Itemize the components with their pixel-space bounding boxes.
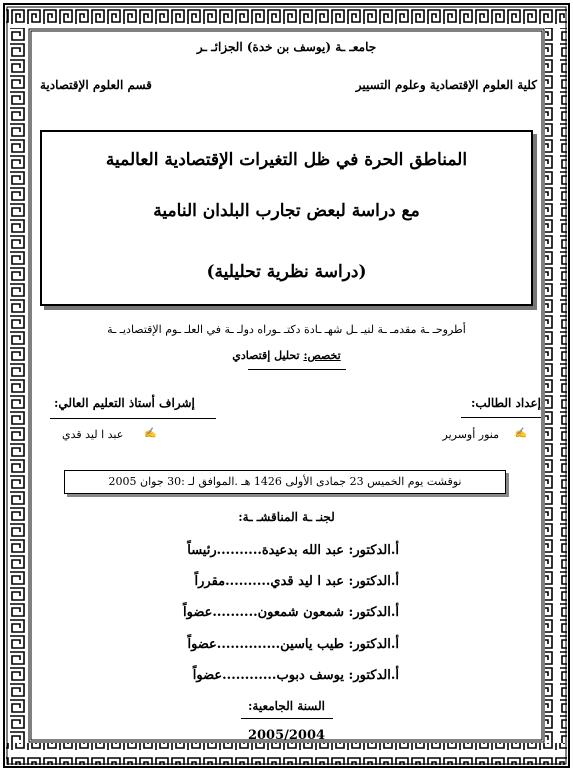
committee-member: أ.الدكتور: عبد الله بدعيدة..........رئيساً	[187, 543, 399, 558]
academic-year-underline	[241, 718, 333, 719]
title-box	[40, 130, 533, 306]
committee-title: لجنـ ـة المناقشـ ـة:	[238, 510, 335, 524]
pen-icon: ✍	[144, 428, 157, 439]
defense-date-box: نوقشت يوم الخميس 23 جمادى الأولى 1426 هـ .الموافق لـ :30 جوان 2005	[64, 470, 506, 494]
academic-year-label: السنة الجامعية:	[247, 699, 326, 713]
cover-page	[36, 36, 541, 751]
university-name: جامعـ ـة (يوسف بن خدة) الجزائـ ـر	[196, 40, 377, 54]
committee-member: أ.الدكتور: طيب ياسين..............عضواً	[187, 637, 399, 652]
thesis-title-line3: (دراسة نظرية تحليلية)	[206, 262, 367, 282]
committee-member: أ.الدكتور: يوسف دبوب............عضواً	[192, 668, 399, 683]
specialty	[36, 349, 537, 362]
committee-member: أ.الدكتور: عبد ا ليد قدي..........مقرراً	[194, 574, 399, 589]
student-label: إعداد الطالب:	[470, 396, 541, 410]
supervisor-name: عبد ا ليد قدي	[62, 428, 124, 441]
thesis-title-line2: مع دراسة لبعض تجارب البلدان النامية	[153, 201, 420, 221]
supervisor-label-underline	[50, 418, 216, 419]
department-name: قسم العلوم الإقتصادية	[40, 78, 152, 92]
specialty-underline	[248, 369, 346, 370]
pen-icon: ✍	[514, 428, 527, 439]
specialty-value: تحليل إقتصادي	[232, 349, 300, 362]
faculty-name: كلية العلوم الإقتصادية وعلوم التسيير	[355, 78, 537, 92]
supervisor-label: إشراف أستاذ التعليم العالي:	[54, 396, 195, 410]
student-label-underline	[461, 417, 541, 418]
specialty-label: تخصص:	[303, 349, 341, 362]
committee-member: أ.الدكتور: شمعون شمعون..........عضواً	[183, 605, 399, 620]
thesis-title-line1: المناطق الحرة في ظل التغيرات الإقتصادية العالمية	[105, 150, 468, 170]
student-name: منور أوسرير	[442, 428, 499, 441]
thesis-description: أطروحـ ـة مقدمـ ـة لنيـ ـل شهـ ـادة دكتـ ـوراه دولـ ـة في العلـ ـوم الإقتصاديـ ـة	[107, 323, 466, 336]
academic-year-value: 2005/2004	[247, 728, 326, 743]
